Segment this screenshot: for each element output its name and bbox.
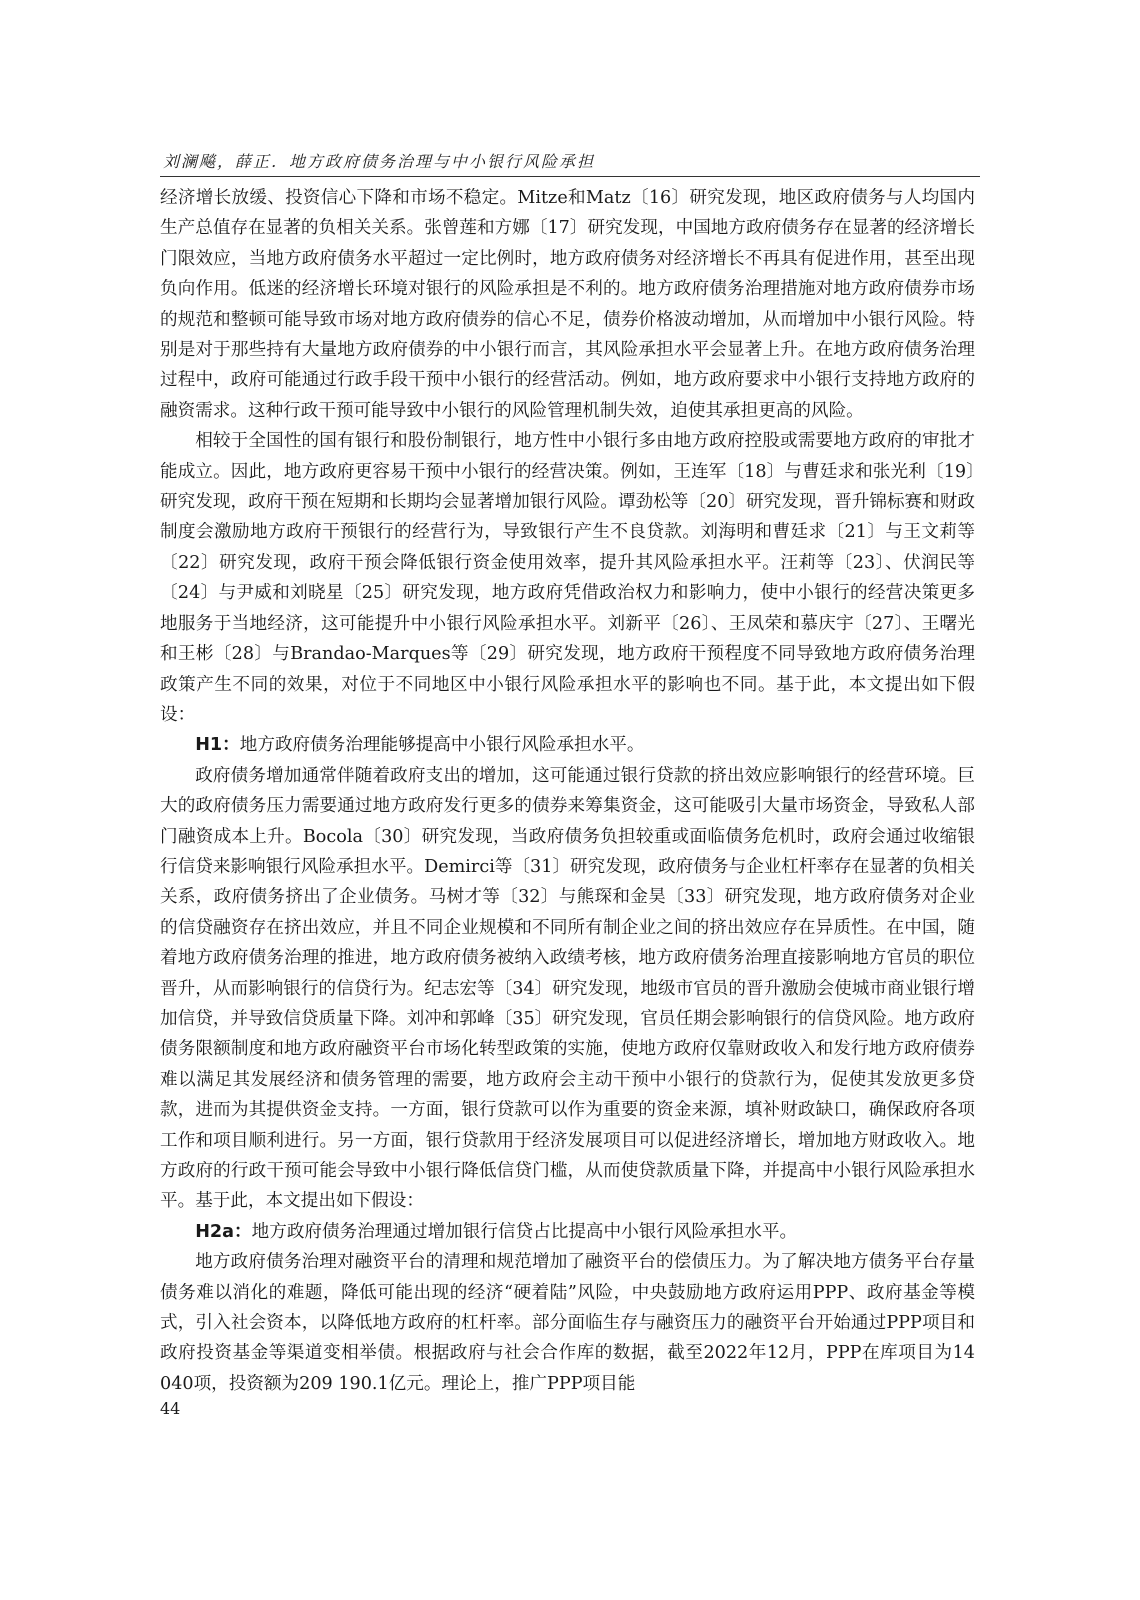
paragraph-3: 政府债务增加通常伴随着政府支出的增加，这可能通过银行贷款的挤出效应影响银行的经营环境。巨大的政府债务压力需要通过地方政府发行更多的债券来筹集资金，这可能吸引大量市场资金，导致私人部门融资成本上升。Bocola〔30〕研究发现，当政府债务负担较重或面临债务危机时，政府会通过收缩银行信贷来影响银行风险承担水平。Demirci等〔31〕研究发现，政府债务与企业杠杆率存在显著的负相关关系，政府债务挤出了企业债务。马树才等〔32〕与熊琛和金昊〔33〕研究发现，地方政府债务对企业的信贷融资存在挤出效应，并且不同企业规模和不同所有制企业之间的挤出效应存在异质性。在中国，随着地方政府债务治理的推进，地方政府债务被纳入政绩考核，地方政府债务治理直接影响地方官员的职位晋升，从而影响银行的信贷行为。纪志宏等〔34〕研究发现，地级市官员的晋升激励会使城市商业银行增加信贷，并导致信贷质量下降。刘冲和郭峰〔35〕研究发现，官员任期会影响银行的信贷风险。地方政府债务限额制度和地方政府融资平台市场化转型政策的实施，使地方政府仅靠财政收入和发行地方政府债券难以满足其发展经济和债务管理的需要，地方政府会主动干预中小银行的贷款行为，促使其发放更多贷款，进而为其提供资金支持。一方面，银行贷款可以作为重要的资金来源，填补财政缺口，确保政府各项工作和项目顺利进行。另一方面，银行贷款用于经济发展项目可以促进经济增长，增加地方财政收入。地方政府的行政干预可能会导致中小银行降低信贷门槛，从而使贷款质量下降，并提高中小银行风险承担水平。基于此，本文提出如下假设： bbox=[160, 765, 975, 1212]
hypothesis-h1 bbox=[160, 730, 975, 760]
hypothesis-h2a-text: 地方政府债务治理通过增加银行信贷占比提高中小银行风险承担水平。 bbox=[251, 1221, 798, 1242]
hypothesis-h1-label: H1： bbox=[195, 735, 240, 756]
paragraph-1: 经济增长放缓、投资信心下降和市场不稳定。Mitze和Matz〔16〕研究发现，地区政府债务与人均国内生产总值存在显著的负相关关系。张曾莲和方娜〔17〕研究发现，中国地方政府债务存在显著的经济增长门限效应，当地方政府债务水平超过一定比例时，地方政府债务对经济增长不再具有促进作用，甚至出现负向作用。低迷的经济增长环境对银行的风险承担是不利的。地方政府债务治理措施对地方政府债券市场的规范和整顿可能导致市场对地方政府债券的信心不足，债券价格波动增加，从而增加中小银行风险。特别是对于那些持有大量地方政府债券的中小银行而言，其风险承担水平会显著上升。在地方政府债务治理过程中，政府可能通过行政手段干预中小银行的经营活动。例如，地方政府要求中小银行支持地方政府的融资需求。这种行政干预可能导致中小银行的风险管理机制失效，迫使其承担更高的风险。 bbox=[160, 188, 975, 421]
hypothesis-h2a-label: H2a： bbox=[195, 1221, 252, 1242]
running-title: 刘澜飚，薛正．地方政府债务治理与中小银行风险承担 bbox=[163, 152, 596, 171]
hypothesis-h1-text: 地方政府债务治理能够提高中小银行风险承担水平。 bbox=[239, 735, 645, 756]
hypothesis-h2a bbox=[160, 1217, 975, 1247]
paragraph-4: 地方政府债务治理对融资平台的清理和规范增加了融资平台的偿债压力。为了解决地方债务平台存量债务难以消化的难题，降低可能出现的经济“硬着陆”风险，中央鼓励地方政府运用PPP、政府基金等模式，引入社会资本，以降低地方政府的杠杆率。部分面临生存与融资压力的融资平台开始通过PPP项目和政府投资基金等渠道变相举债。根据政府与社会合作库的数据，截至2022年12月，PPP在库项目为14 040项，投资额为209 190.1亿元。理论上，推广PPP项目能 bbox=[160, 1252, 975, 1394]
body-text bbox=[160, 183, 975, 1399]
header-rule bbox=[160, 176, 980, 177]
page-number: 44 bbox=[160, 1399, 181, 1418]
paragraph-2: 相较于全国性的国有银行和股份制银行，地方性中小银行多由地方政府控股或需要地方政府的审批才能成立。因此，地方政府更容易干预中小银行的经营决策。例如，王连军〔18〕与曹廷求和张光利〔19〕研究发现，政府干预在短期和长期均会显著增加银行风险。谭劲松等〔20〕研究发现，晋升锦标赛和财政制度会激励地方政府干预银行的经营行为，导致银行产生不良贷款。刘海明和曹廷求〔21〕与王文莉等〔22〕研究发现，政府干预会降低银行资金使用效率，提升其风险承担水平。汪莉等〔23〕、伏润民等〔24〕与尹威和刘晓星〔25〕研究发现，地方政府凭借政治权力和影响力，使中小银行的经营决策更多地服务于当地经济，这可能提升中小银行风险承担水平。刘新平〔26〕、王凤荣和慕庆宇〔27〕、王曙光和王彬〔28〕与Brandao-Marques等〔29〕研究发现，地方政府干预程度不同导致地方政府债务治理政策产生不同的效果，对位于不同地区中小银行风险承担水平的影响也不同。基于此，本文提出如下假设： bbox=[160, 431, 975, 725]
